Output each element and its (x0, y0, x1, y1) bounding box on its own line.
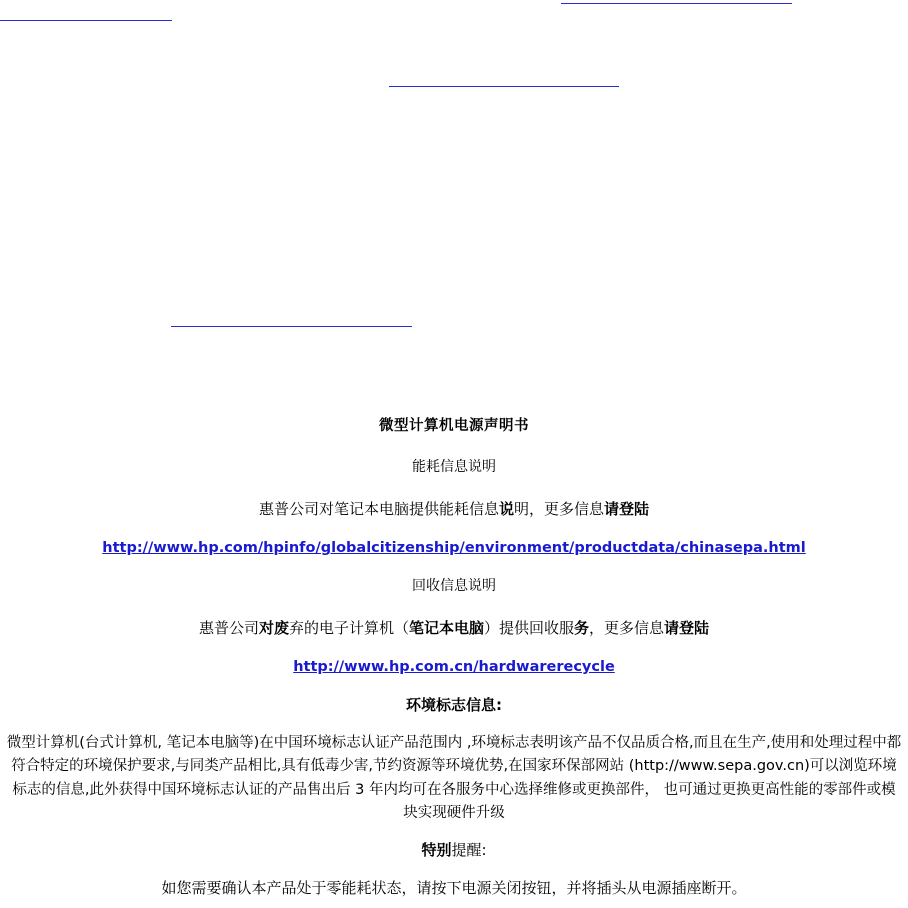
notice-section-body: 如您需要确认本产品处于零能耗状态，请按下电源关闭按钮，并将插头从电源插座断开。 (161, 878, 747, 897)
energy-body-prefix: 惠普公司对笔记本电脑提供能耗信息 (258, 500, 499, 519)
energy-body-bold-2: 请登陆 (604, 500, 650, 519)
partial-link-top-left[interactable] (0, 20, 172, 21)
energy-link-line (0, 537, 908, 559)
recycle-body-suffix: ，更多信息 (589, 618, 665, 637)
recycle-body-bold-1: 对废 (258, 618, 289, 637)
document-content (0, 415, 908, 908)
hardwarerecycle-link[interactable]: http://www.hp.com.cn/hardwarerecycle (293, 658, 615, 675)
notice-heading-bold: 特别 (421, 841, 452, 860)
notice-heading-rest: 提醒: (451, 841, 487, 860)
partial-link-lower[interactable] (171, 326, 412, 327)
energy-section-heading: 能耗信息说明 (412, 459, 496, 476)
recycle-body-middle: 弃的电子计算机（ (288, 618, 409, 637)
energy-section-body (0, 498, 908, 521)
energy-body-middle: 明，更多信息 (514, 500, 605, 519)
partial-link-top-right[interactable] (561, 3, 792, 4)
energy-body-bold-1: 说 (498, 500, 514, 519)
recycle-section-body (0, 617, 908, 640)
recycle-body-bold-2: 笔记本电脑 (408, 618, 484, 637)
recycle-link-line (0, 656, 908, 678)
partial-link-middle[interactable] (389, 86, 619, 87)
chinasepa-link[interactable]: http://www.hp.com/hpinfo/globalcitizenship/environment/productdata/chinasepa.html (102, 540, 806, 557)
recycle-body-bold-4: 请登陆 (664, 618, 710, 637)
eco-label-section-heading: 环境标志信息: (406, 696, 502, 715)
notice-section-heading (0, 839, 908, 862)
document-main-heading: 微型计算机电源声明书 (379, 418, 529, 434)
recycle-section-heading: 回收信息说明 (412, 577, 496, 594)
eco-label-paragraph: 微型计算机(台式计算机, 笔记本电脑等)在中国环境标志认证产品范围内 ,环境标志表明该产品不仅品质合格,而且在生产,使用和处理过程中都符合特定的环境保护要求,与同类产品相比,具有低毒少害,节约资源等环境优势,在国家环保部网站 (http://www.sepa.gov.cn)可以浏览环境标志的信息,此外获得中国环境标志认证的产品售出后 3 年内均可在各服务中心选择维修或更换部件， 也可通过更换更高性能的零部件或模块实现硬件升级 (6, 734, 902, 821)
recycle-body-middle-2: ）提供回收服 (484, 618, 575, 637)
recycle-body-prefix: 惠普公司 (198, 618, 259, 637)
recycle-body-bold-3: 务 (574, 618, 590, 637)
